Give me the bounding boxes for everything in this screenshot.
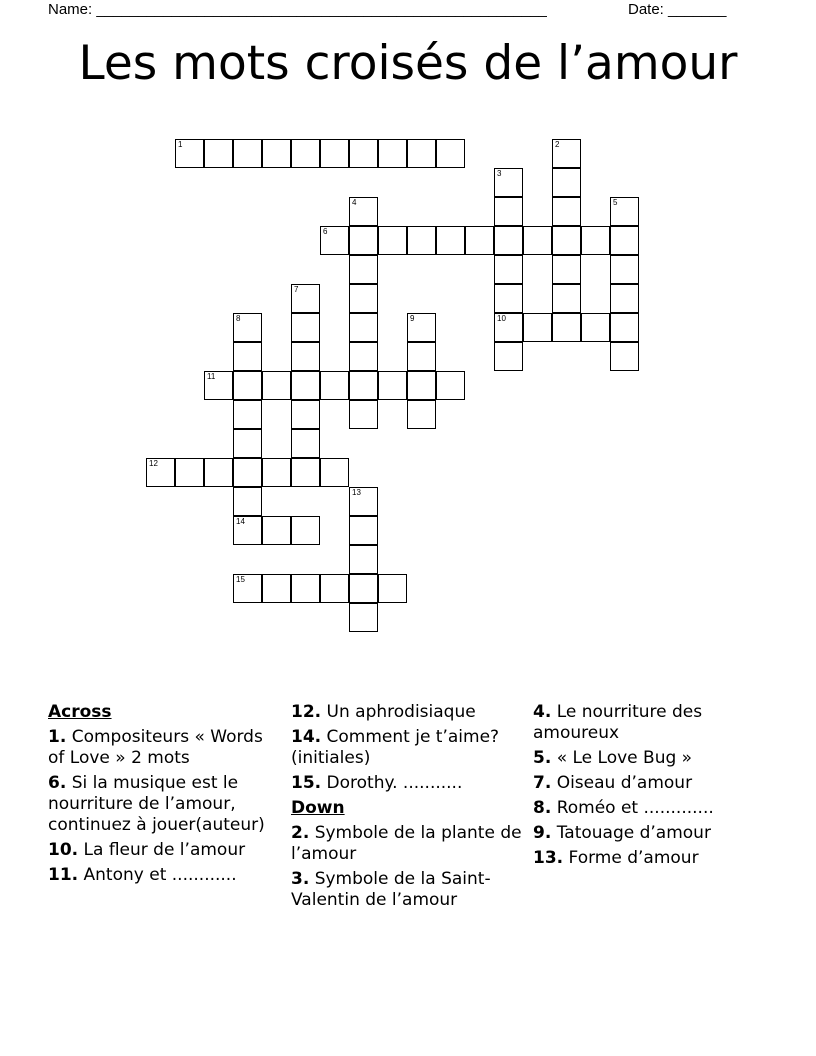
clue-number: 9. (533, 823, 552, 843)
grid-cell[interactable] (378, 574, 407, 603)
clue-text: Symbole de la plante de l’amour (291, 823, 522, 864)
page-title: Les mots croisés de l’amour (78, 36, 738, 91)
grid-cell[interactable] (349, 545, 378, 574)
grid-cell[interactable] (233, 516, 262, 545)
grid-cell[interactable] (349, 139, 378, 168)
section-heading-down: Down (291, 798, 345, 818)
grid-cell[interactable] (320, 458, 349, 487)
clue-number: 3. (291, 869, 310, 889)
grid-cell[interactable] (407, 139, 436, 168)
clue-text: « Le Love Bug » (556, 748, 693, 768)
grid-cell[interactable] (610, 255, 639, 284)
grid-cell[interactable] (494, 197, 523, 226)
clue-item (48, 773, 284, 836)
clue-number-label: 11 (207, 372, 216, 381)
grid-cell[interactable] (349, 516, 378, 545)
grid-cell[interactable] (436, 139, 465, 168)
grid-cell[interactable] (494, 313, 523, 342)
clue-text: Compositeurs « Words of Love » 2 mots (48, 727, 263, 768)
grid-cell[interactable] (436, 371, 465, 400)
clue-number-label: 7 (294, 285, 299, 294)
grid-cell[interactable] (552, 226, 581, 255)
grid-cell[interactable] (233, 574, 262, 603)
clue-item (291, 773, 527, 794)
grid-cell[interactable] (204, 371, 233, 400)
clue-item (291, 702, 527, 723)
grid-cell[interactable] (494, 342, 523, 371)
grid-cell[interactable] (291, 458, 320, 487)
clue-item (291, 823, 527, 865)
grid-cell[interactable] (523, 313, 552, 342)
grid-cell[interactable] (233, 487, 262, 516)
grid-cell[interactable] (494, 255, 523, 284)
grid-cell[interactable] (291, 139, 320, 168)
grid-cell[interactable] (349, 487, 378, 516)
clue-item (533, 848, 773, 869)
clue-text: Forme d’amour (568, 848, 699, 868)
grid-cell[interactable] (407, 313, 436, 342)
grid-cell[interactable] (407, 342, 436, 371)
grid-cell[interactable] (407, 226, 436, 255)
clue-item (48, 865, 284, 886)
grid-cell[interactable] (349, 284, 378, 313)
clue-text: Comment je t’aime?(initiales) (291, 727, 500, 768)
grid-cell[interactable] (378, 226, 407, 255)
grid-cell[interactable] (262, 574, 291, 603)
grid-cell[interactable] (262, 139, 291, 168)
clue-number: 1. (48, 727, 67, 747)
grid-cell[interactable] (349, 313, 378, 342)
clue-text: Tatouage d’amour (556, 823, 711, 843)
grid-cell[interactable] (349, 400, 378, 429)
grid-cell[interactable] (291, 371, 320, 400)
clue-text: Le nourriture des amoureux (533, 702, 703, 743)
grid-cell[interactable] (291, 429, 320, 458)
grid-cell[interactable] (378, 371, 407, 400)
grid-cell[interactable] (204, 139, 233, 168)
clue-item (533, 773, 773, 794)
clue-text: Symbole de la Saint-Valentin de l’amour (291, 869, 491, 910)
clue-number: 15. (291, 773, 322, 793)
date-field-label[interactable]: Date: _______ (628, 1, 727, 18)
clue-number: 14. (291, 727, 322, 747)
grid-cell[interactable] (465, 226, 494, 255)
grid-cell[interactable] (523, 226, 552, 255)
grid-cell[interactable] (552, 139, 581, 168)
grid-cell[interactable] (407, 371, 436, 400)
grid-cell[interactable] (552, 168, 581, 197)
clues-column-2 (291, 702, 527, 915)
grid-cell[interactable] (291, 342, 320, 371)
clue-number: 8. (533, 798, 552, 818)
grid-cell[interactable] (552, 284, 581, 313)
clue-item (533, 823, 773, 844)
grid-cell[interactable] (291, 284, 320, 313)
grid-cell[interactable] (233, 139, 262, 168)
grid-cell[interactable] (610, 342, 639, 371)
clue-number-label: 5 (613, 198, 618, 207)
clue-text: Si la musique est le nourriture de l’amour, continuez à jouer(auteur) (48, 773, 265, 835)
grid-cell[interactable] (233, 371, 262, 400)
grid-cell[interactable] (262, 516, 291, 545)
grid-cell[interactable] (233, 313, 262, 342)
clue-number-label: 8 (236, 314, 241, 323)
grid-cell[interactable] (581, 226, 610, 255)
section-heading-across: Across (48, 702, 112, 722)
grid-cell[interactable] (610, 226, 639, 255)
grid-cell[interactable] (320, 574, 349, 603)
clue-item (533, 702, 773, 744)
clue-text: Oiseau d’amour (556, 773, 693, 793)
clue-number-label: 10 (497, 314, 506, 323)
clue-item (48, 727, 284, 769)
grid-cell[interactable] (175, 458, 204, 487)
grid-cell[interactable] (233, 429, 262, 458)
clue-number-label: 3 (497, 169, 502, 178)
clue-item (533, 798, 773, 819)
grid-cell[interactable] (349, 342, 378, 371)
grid-cell[interactable] (407, 400, 436, 429)
clue-number-label: 15 (236, 575, 245, 584)
clue-text: Un aphrodisiaque (326, 702, 476, 722)
clue-number: 10. (48, 840, 79, 860)
grid-cell[interactable] (233, 458, 262, 487)
grid-cell[interactable] (320, 371, 349, 400)
grid-cell[interactable] (436, 226, 465, 255)
clue-item (533, 748, 773, 769)
grid-cell[interactable] (233, 400, 262, 429)
clue-number: 2. (291, 823, 310, 843)
clue-number-label: 9 (410, 314, 415, 323)
grid-cell[interactable] (494, 284, 523, 313)
clue-number: 7. (533, 773, 552, 793)
grid-cell[interactable] (320, 139, 349, 168)
clue-number-label: 14 (236, 517, 245, 526)
grid-cell[interactable] (291, 516, 320, 545)
clue-number-label: 13 (352, 488, 361, 497)
clue-text: Antony et ............ (83, 865, 237, 885)
grid-cell[interactable] (349, 197, 378, 226)
grid-cell[interactable] (175, 139, 204, 168)
grid-cell[interactable] (552, 197, 581, 226)
grid-cell[interactable] (291, 400, 320, 429)
clue-number: 4. (533, 702, 552, 722)
grid-cell[interactable] (291, 313, 320, 342)
clue-number: 12. (291, 702, 322, 722)
grid-cell[interactable] (581, 313, 610, 342)
grid-cell[interactable] (262, 371, 291, 400)
grid-cell[interactable] (204, 458, 233, 487)
clues-column-3 (533, 702, 773, 873)
clue-item (48, 840, 284, 861)
grid-cell[interactable] (349, 255, 378, 284)
clue-text: Dorothy. ........... (326, 773, 463, 793)
clue-text: Roméo et ............. (556, 798, 714, 818)
clue-number: 11. (48, 865, 79, 885)
clue-number-label: 12 (149, 459, 158, 468)
grid-cell[interactable] (233, 342, 262, 371)
grid-cell[interactable] (291, 574, 320, 603)
grid-cell[interactable] (349, 574, 378, 603)
clue-number-label: 6 (323, 227, 328, 236)
grid-cell[interactable] (610, 284, 639, 313)
grid-cell[interactable] (349, 226, 378, 255)
grid-cell[interactable] (552, 255, 581, 284)
clue-number: 6. (48, 773, 67, 793)
clue-number-label: 4 (352, 198, 357, 207)
clue-item (291, 727, 527, 769)
clue-number-label: 1 (178, 140, 183, 149)
grid-cell[interactable] (378, 139, 407, 168)
grid-cell[interactable] (552, 313, 581, 342)
clue-number-label: 2 (555, 140, 560, 149)
clue-number: 5. (533, 748, 552, 768)
grid-cell[interactable] (494, 226, 523, 255)
grid-cell[interactable] (610, 197, 639, 226)
clue-item (291, 869, 527, 911)
grid-cell[interactable] (494, 168, 523, 197)
grid-cell[interactable] (320, 226, 349, 255)
grid-cell[interactable] (349, 371, 378, 400)
clues-column-1 (48, 702, 284, 890)
grid-cell[interactable] (349, 603, 378, 632)
grid-cell[interactable] (146, 458, 175, 487)
clue-text: La fleur de l’amour (83, 840, 246, 860)
name-field-label[interactable]: Name: ______________________________________________________ (48, 1, 547, 18)
clue-number: 13. (533, 848, 564, 868)
grid-cell[interactable] (262, 458, 291, 487)
grid-cell[interactable] (610, 313, 639, 342)
